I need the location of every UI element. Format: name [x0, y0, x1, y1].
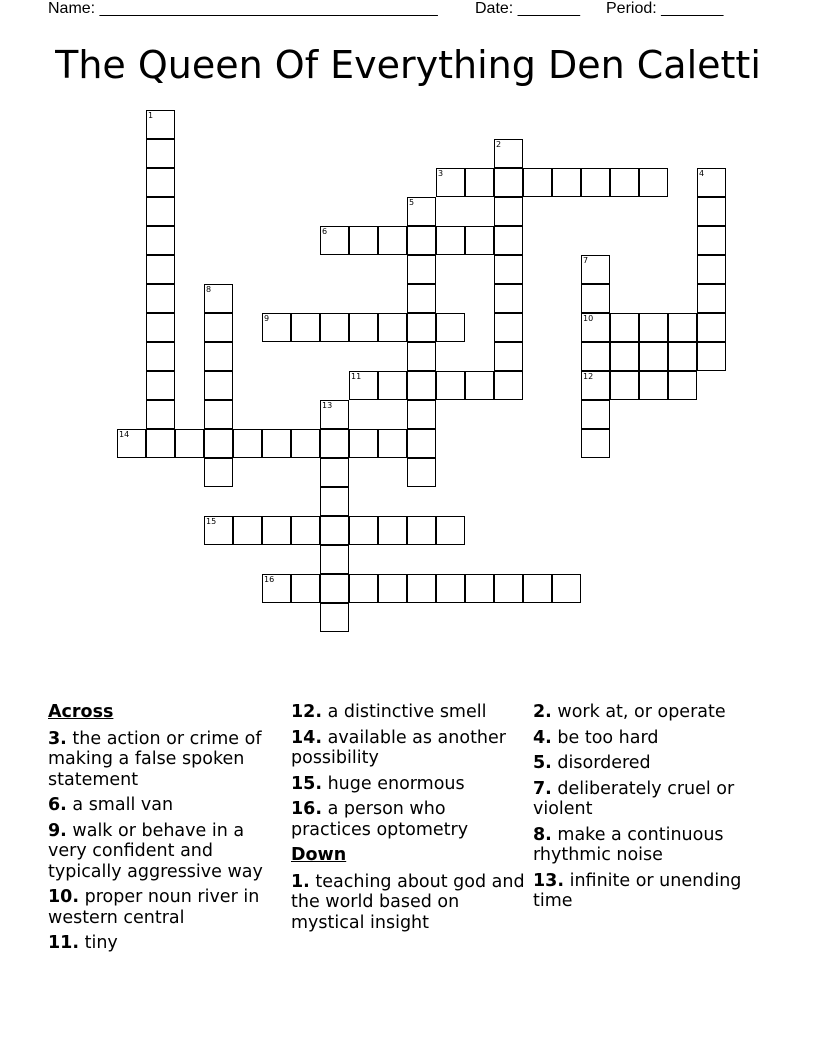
clue-text: work at, or operate — [557, 702, 726, 722]
crossword-cell[interactable] — [581, 429, 610, 458]
crossword-cell[interactable] — [523, 168, 552, 197]
crossword-cell[interactable] — [175, 429, 204, 458]
crossword-cell[interactable] — [697, 226, 726, 255]
crossword-cell[interactable] — [668, 342, 697, 371]
cell-number: 1 — [148, 111, 154, 120]
clue-number: 12. — [291, 702, 323, 722]
clue-text: teaching about god and the world based on mystical insight — [291, 871, 525, 933]
crossword-cell[interactable] — [668, 371, 697, 400]
clue-number: 8. — [533, 824, 552, 845]
clue-down-4 — [533, 728, 768, 749]
crossword-cell[interactable] — [697, 197, 726, 226]
crossword-cell[interactable] — [320, 400, 349, 429]
crossword-cell[interactable] — [407, 255, 436, 284]
crossword-cell[interactable] — [204, 458, 233, 487]
clue-text: the action or crime of making a false spoken statement — [48, 728, 262, 790]
clue-number: 13. — [533, 870, 565, 891]
crossword-cell[interactable] — [494, 255, 523, 284]
crossword-cell[interactable] — [291, 574, 320, 603]
clue-text: be too hard — [557, 727, 659, 748]
crossword-cell[interactable] — [117, 429, 146, 458]
crossword-cell[interactable] — [146, 139, 175, 168]
crossword-cell[interactable] — [407, 516, 436, 545]
crossword-cell[interactable] — [320, 516, 349, 545]
crossword-cell[interactable] — [581, 284, 610, 313]
crossword-cell[interactable] — [204, 429, 233, 458]
clue-text: make a continuous rhythmic noise — [533, 824, 724, 865]
clue-number: 1. — [291, 871, 310, 892]
cell-number: 12 — [583, 372, 594, 381]
cell-number: 4 — [699, 169, 705, 178]
period-field-label[interactable]: Period: _______ — [606, 0, 724, 17]
crossword-cell[interactable] — [436, 574, 465, 603]
crossword-cell[interactable] — [204, 516, 233, 545]
crossword-cell[interactable] — [146, 110, 175, 139]
crossword-cell[interactable] — [204, 342, 233, 371]
crossword-cell[interactable] — [465, 226, 494, 255]
crossword-cell[interactable] — [378, 313, 407, 342]
clue-number: 10. — [48, 887, 80, 907]
cell-number: 14 — [119, 430, 130, 439]
crossword-cell[interactable] — [465, 168, 494, 197]
crossword-cell[interactable] — [436, 371, 465, 400]
clue-text: deliberately cruel or violent — [533, 778, 735, 819]
crossword-cell[interactable] — [262, 429, 291, 458]
crossword-cell[interactable] — [204, 371, 233, 400]
crossword-cell[interactable] — [407, 429, 436, 458]
crossword-cell[interactable] — [494, 371, 523, 400]
crossword-cell[interactable] — [407, 458, 436, 487]
clue-across-15 — [291, 774, 526, 795]
crossword-cell[interactable] — [407, 284, 436, 313]
crossword-cell[interactable] — [349, 574, 378, 603]
crossword-cell[interactable] — [378, 429, 407, 458]
clue-across-10 — [48, 887, 283, 928]
clue-across-14 — [291, 728, 526, 769]
crossword-cell[interactable] — [494, 168, 523, 197]
crossword-cell[interactable] — [349, 516, 378, 545]
cell-number: 6 — [322, 227, 328, 236]
clues-column-3 — [533, 702, 768, 917]
clue-text: walk or behave in a very confident and typically aggressive way — [48, 820, 263, 882]
name-field-label[interactable]: Name: ______________________________________ — [48, 0, 438, 17]
crossword-cell[interactable] — [291, 429, 320, 458]
crossword-cell[interactable] — [262, 313, 291, 342]
crossword-cell[interactable] — [581, 400, 610, 429]
cell-number: 2 — [496, 140, 502, 149]
crossword-cell[interactable] — [407, 371, 436, 400]
crossword-cell[interactable] — [146, 168, 175, 197]
across-heading: Across — [48, 702, 114, 722]
crossword-cell[interactable] — [494, 342, 523, 371]
crossword-cell[interactable] — [233, 429, 262, 458]
crossword-cell[interactable] — [639, 168, 668, 197]
clues-column-1 — [48, 702, 283, 959]
cell-number: 3 — [438, 169, 444, 178]
clue-text: a distinctive smell — [327, 702, 487, 722]
crossword-cell[interactable] — [581, 342, 610, 371]
crossword-cell[interactable] — [349, 371, 378, 400]
crossword-cell[interactable] — [378, 516, 407, 545]
page-title: The Queen Of Everything Den Caletti — [55, 43, 761, 87]
clue-number: 16. — [291, 799, 323, 819]
clue-down-2 — [533, 702, 768, 723]
cell-number: 15 — [206, 517, 217, 526]
crossword-cell[interactable] — [610, 371, 639, 400]
clue-down-13 — [533, 871, 768, 912]
clue-text: a small van — [72, 795, 174, 815]
crossword-cell[interactable] — [146, 429, 175, 458]
clue-number: 15. — [291, 773, 323, 794]
crossword-cell[interactable] — [407, 197, 436, 226]
crossword-cell[interactable] — [204, 284, 233, 313]
crossword-cell[interactable] — [146, 342, 175, 371]
crossword-cell[interactable] — [146, 400, 175, 429]
crossword-cell[interactable] — [320, 458, 349, 487]
crossword-cell[interactable] — [320, 313, 349, 342]
cell-number: 13 — [322, 401, 333, 410]
crossword-cell[interactable] — [436, 226, 465, 255]
clue-number: 5. — [533, 753, 552, 773]
crossword-cell[interactable] — [436, 516, 465, 545]
crossword-cell[interactable] — [494, 313, 523, 342]
clue-text: proper noun river in western central — [48, 887, 260, 928]
cell-number: 10 — [583, 314, 594, 323]
crossword-cell[interactable] — [146, 197, 175, 226]
crossword-cell[interactable] — [494, 574, 523, 603]
crossword-cell[interactable] — [233, 516, 262, 545]
clue-down-8 — [533, 825, 768, 866]
crossword-cell[interactable] — [146, 371, 175, 400]
clue-number: 4. — [533, 727, 552, 748]
crossword-cell[interactable] — [378, 226, 407, 255]
clue-across-9 — [48, 821, 283, 883]
crossword-cell[interactable] — [320, 603, 349, 632]
clue-text: tiny — [84, 933, 118, 953]
crossword-cell[interactable] — [262, 516, 291, 545]
crossword-cell[interactable] — [610, 168, 639, 197]
crossword-cell[interactable] — [349, 429, 378, 458]
clue-down-1 — [291, 872, 526, 934]
crossword-cell[interactable] — [349, 226, 378, 255]
clue-text: disordered — [557, 753, 651, 773]
clue-text: available as another possibility — [291, 727, 506, 768]
clue-across-6 — [48, 795, 283, 816]
crossword-cell[interactable] — [204, 400, 233, 429]
crossword-cell[interactable] — [146, 255, 175, 284]
crossword-cell[interactable] — [407, 342, 436, 371]
crossword-cell[interactable] — [407, 313, 436, 342]
crossword-cell[interactable] — [494, 284, 523, 313]
crossword-cell[interactable] — [552, 168, 581, 197]
crossword-cell[interactable] — [465, 574, 494, 603]
crossword-cell[interactable] — [146, 313, 175, 342]
crossword-cell[interactable] — [320, 574, 349, 603]
crossword-cell[interactable] — [262, 574, 291, 603]
crossword-cell[interactable] — [378, 371, 407, 400]
crossword-cell[interactable] — [639, 313, 668, 342]
crossword-cell[interactable] — [494, 197, 523, 226]
clue-number: 6. — [48, 795, 67, 815]
crossword-cell[interactable] — [436, 168, 465, 197]
crossword-cell[interactable] — [610, 342, 639, 371]
clue-number: 9. — [48, 820, 67, 841]
cell-number: 8 — [206, 285, 212, 294]
clue-number: 3. — [48, 728, 67, 749]
crossword-cell[interactable] — [407, 574, 436, 603]
cell-number: 11 — [351, 372, 362, 381]
crossword-cell[interactable] — [320, 429, 349, 458]
clue-down-7 — [533, 779, 768, 820]
cell-number: 16 — [264, 575, 275, 584]
clue-number: 14. — [291, 727, 323, 748]
crossword-cell[interactable] — [639, 371, 668, 400]
clue-number: 11. — [48, 933, 80, 953]
down-heading: Down — [291, 845, 347, 865]
crossword-cell[interactable] — [349, 313, 378, 342]
crossword-cell[interactable] — [494, 226, 523, 255]
clue-text: infinite or unending time — [533, 870, 742, 911]
crossword-cell[interactable] — [610, 313, 639, 342]
clue-across-12 — [291, 702, 526, 723]
clue-text: a person who practices optometry — [291, 799, 469, 840]
crossword-cell[interactable] — [146, 284, 175, 313]
clues-column-2 — [291, 702, 526, 938]
clue-across-16 — [291, 799, 526, 840]
clue-down-5 — [533, 753, 768, 774]
clue-number: 2. — [533, 702, 552, 722]
cell-number: 5 — [409, 198, 415, 207]
crossword-cell[interactable] — [552, 574, 581, 603]
crossword-cell[interactable] — [697, 284, 726, 313]
crossword-cell[interactable] — [523, 574, 552, 603]
crossword-cell[interactable] — [697, 168, 726, 197]
crossword-cell[interactable] — [320, 226, 349, 255]
crossword-cell[interactable] — [320, 487, 349, 516]
crossword-cell[interactable] — [581, 255, 610, 284]
cell-number: 9 — [264, 314, 270, 323]
crossword-cell[interactable] — [407, 226, 436, 255]
crossword-cell[interactable] — [697, 313, 726, 342]
crossword-cell[interactable] — [581, 371, 610, 400]
cell-number: 7 — [583, 256, 589, 265]
crossword-cell[interactable] — [291, 516, 320, 545]
crossword-cell[interactable] — [668, 313, 697, 342]
crossword-cell[interactable] — [407, 400, 436, 429]
crossword-cell[interactable] — [146, 226, 175, 255]
crossword-cell[interactable] — [639, 342, 668, 371]
crossword-cell[interactable] — [697, 342, 726, 371]
crossword-cell[interactable] — [581, 313, 610, 342]
clue-across-11 — [48, 933, 283, 954]
crossword-cell[interactable] — [697, 255, 726, 284]
crossword-cell[interactable] — [204, 313, 233, 342]
crossword-cell[interactable] — [494, 139, 523, 168]
crossword-cell[interactable] — [320, 545, 349, 574]
date-field-label[interactable]: Date: _______ — [475, 0, 580, 17]
clue-across-3 — [48, 729, 283, 791]
crossword-cell[interactable] — [436, 313, 465, 342]
crossword-cell[interactable] — [581, 168, 610, 197]
clue-text: huge enormous — [327, 773, 465, 794]
crossword-cell[interactable] — [378, 574, 407, 603]
clue-number: 7. — [533, 778, 552, 799]
crossword-cell[interactable] — [291, 313, 320, 342]
crossword-cell[interactable] — [465, 371, 494, 400]
